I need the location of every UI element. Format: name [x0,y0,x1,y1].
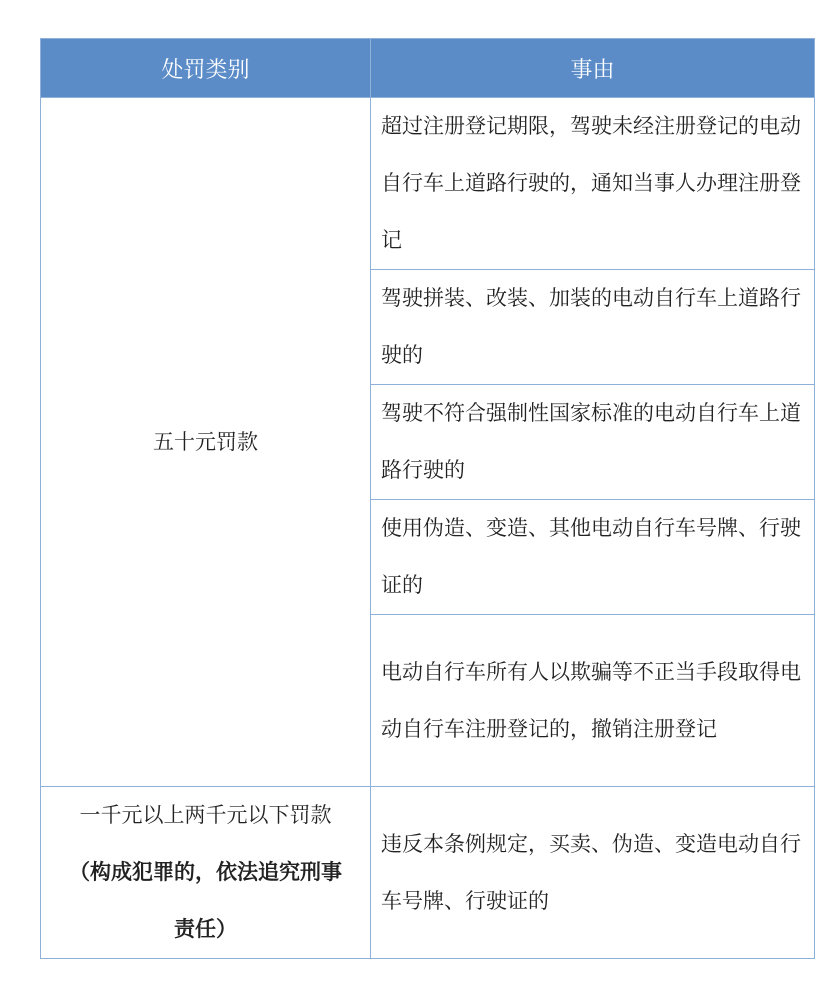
reason-cell: 使用伪造、变造、其他电动自行车号牌、行驶证的 [371,500,815,615]
reason-cell: 驾驶拼装、改装、加装的电动自行车上道路行驶的 [371,270,815,385]
reason-cell: 超过注册登记期限，驾驶未经注册登记的电动自行车上道路行驶的，通知当事人办理注册登记 [371,98,815,270]
category-fine-text: 一千元以上两千元以下罚款 [79,803,332,827]
category-criminal-note: （构成犯罪的，依法追究刑事责任） [69,860,342,941]
table-row [41,98,815,270]
reason-cell: 电动自行车所有人以欺骗等不正当手段取得电动自行车注册登记的，撤销注册登记 [371,615,815,787]
header-reason: 事由 [371,39,815,98]
category-thousand-yuan [41,787,371,959]
header-category: 处罚类别 [41,39,371,98]
category-fifty-yuan: 五十元罚款 [41,98,371,787]
reason-cell: 驾驶不符合强制性国家标准的电动自行车上道路行驶的 [371,385,815,500]
table-row [41,787,815,959]
penalty-table [40,38,815,959]
reason-cell: 违反本条例规定，买卖、伪造、变造电动自行车号牌、行驶证的 [371,787,815,959]
header-row [41,39,815,98]
